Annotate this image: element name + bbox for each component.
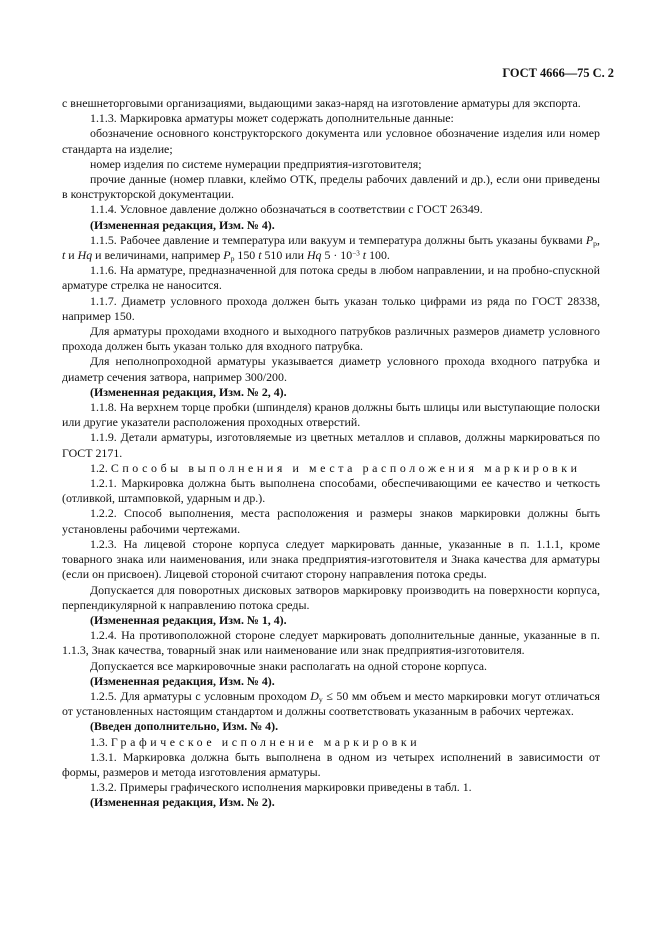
text-run: 150 [234, 248, 259, 263]
clause-1-1-5 [62, 233, 600, 263]
exponent: −3 [352, 249, 360, 258]
symbol-hq: Hq [77, 248, 93, 263]
symbol-p: P [223, 248, 231, 263]
subscript: p [593, 238, 598, 248]
paragraph: Для арматуры проходами входного и выходного патрубков различных размеров диаметр условного прохода должен быть указан только для входного патрубка. [62, 324, 600, 354]
clause-1-3-2: 1.3.2. Примеры графического исполнения маркировки приведены в табл. 1. [90, 780, 472, 795]
section-heading-1-3 [62, 735, 600, 750]
paragraph: Для неполнопроходной арматуры указывается диаметр условного прохода входного патрубка и диаметр сечения затвора, например 300/200. [62, 354, 600, 384]
clause-1-1-6: 1.1.6. На арматуре, предназначенной для потока среды в любом направлении, и на пробно-спускной арматуре стрелка не наносится. [62, 263, 600, 293]
section-heading-1-2 [62, 461, 600, 476]
clause-1-2-1: 1.2.1. Маркировка должна быть выполнена способами, обеспечивающими ее качество и четкость (отливкой, штамповкой, ударным и др.). [62, 476, 600, 506]
clause-1-1-8: 1.1.8. На верхнем торце пробки (шпинделя) кранов должны быть шлицы или выступающие полоски или другие указатели расположения проходных отверстий. [62, 400, 600, 430]
amendment-note: (Измененная редакция, Изм. № 4). [90, 673, 275, 688]
subscript: p [230, 253, 235, 263]
subscript: у [318, 694, 323, 704]
paragraph: прочие данные (номер плавки, клеймо ОТК, пределы рабочих давлений и др.), если они приведены в конструкторской документации. [62, 172, 600, 202]
amendment-note: (Введен дополнительно, Изм. № 4). [90, 719, 279, 734]
amendment-note: (Измененная редакция, Изм. № 2, 4). [90, 384, 287, 399]
text-run: 5 · 10 [321, 248, 353, 263]
paragraph: Допускается все маркировочные знаки располагать на одной стороне корпуса. [90, 658, 487, 673]
clause-1-2-4: 1.2.4. На противоположной стороне следует маркировать дополнительные данные, указанные в п. 1.1.3, Знак качества, товарный знак или наименование или знак предприятия-изготовителя. [62, 628, 600, 658]
paragraph: обозначение основного конструкторского документа или условное обозначение изделия или номер стандарта на изделие; [62, 126, 600, 156]
symbol-t: t [362, 248, 367, 263]
paragraph: с внешнеторговыми организациями, выдающими заказ-наряд на изготовление арматуры для экспорта. [62, 96, 581, 110]
symbol-t: t [62, 248, 66, 263]
section-number: 1.3. [90, 734, 111, 749]
paragraph: номер изделия по системе нумерации предприятия-изготовителя; [90, 156, 422, 171]
text-run: и [65, 248, 78, 263]
section-title: Графическое исполнение маркировки [110, 734, 421, 749]
clause-1-1-9: 1.1.9. Детали арматуры, изготовляемые из цветных металлов и сплавов, должны маркироваться по ГОСТ 2171. [62, 430, 600, 460]
document-body [62, 96, 600, 811]
symbol-t: t [258, 248, 262, 263]
paragraph: Допускается для поворотных дисковых затворов маркировку производить на поверхности корпуса, перпендикулярной к направлению потока среды. [62, 582, 600, 612]
section-number: 1.2. [90, 460, 111, 475]
symbol-hq: Hq [306, 248, 322, 263]
clause-1-1-7: 1.1.7. Диаметр условного прохода должен быть указан только цифрами из ряда по ГОСТ 28338, например 150. [62, 293, 600, 323]
amendment-note: (Измененная редакция, Изм. № 1, 4). [90, 612, 287, 627]
text-run: 100. [366, 248, 390, 263]
symbol-d: D [310, 688, 319, 703]
clause-1-2-3: 1.2.3. На лицевой стороне корпуса следует маркировать данные, указанные в п. 1.1.1, кроме товарного знака или наименования, или знака предприятия-изготовителя и Знака качества для арматуры (если он присвоен). Лицевой стороной считают сторону направления потока среды. [62, 536, 600, 582]
clause-1-1-3: 1.1.3. Маркировка арматуры может содержать дополнительные данные: [90, 111, 454, 126]
text-run: 510 или [261, 248, 307, 263]
text-run: ≤ 50 мм объем и место маркировки могут отличаться от установленных настоящим стандартом и должны соответствовать указанным в рабочих чертежах. [62, 688, 600, 719]
symbol-p: P [585, 232, 594, 247]
amendment-note: (Измененная редакция, Изм. № 2). [90, 795, 275, 810]
text-run: 1.2.5. Для арматуры с условным проходом [90, 688, 311, 703]
clause-1-2-2: 1.2.2. Способ выполнения, места расположения и размеры знаков маркировки должны быть установлены рабочими чертежами. [62, 506, 600, 536]
clause-1-1-4: 1.1.4. Условное давление должно обозначаться в соответствии с ГОСТ 26349. [90, 202, 483, 217]
section-title: Способы выполнения и места расположения маркировки [110, 460, 581, 475]
clause-1-3-1: 1.3.1. Маркировка должна быть выполнена в одном из четырех исполнений в зависимости от формы, размеров и метода изготовления арматуры. [62, 749, 600, 779]
text-run: 1.1.5. Рабочее давление и температура или вакуум и температура должны быть указаны буквами [90, 232, 586, 247]
text-run: и величинами, например [92, 248, 224, 263]
amendment-note: (Измененная редакция, Изм. № 4). [90, 217, 275, 232]
text-run: , [597, 232, 600, 247]
page-header: ГОСТ 4666—75 С. 2 [502, 66, 614, 80]
clause-1-2-5 [62, 689, 600, 719]
